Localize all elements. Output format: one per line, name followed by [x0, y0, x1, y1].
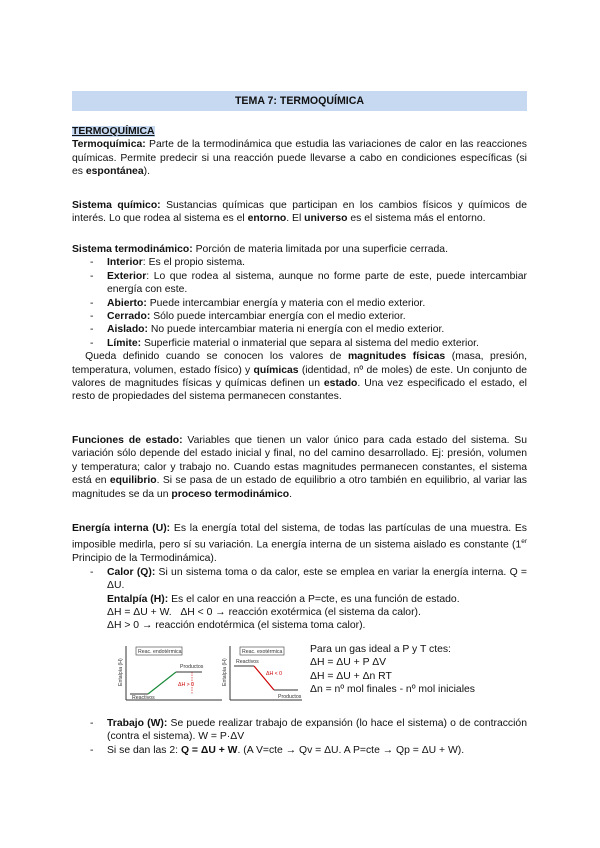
magnitudes-fisicas-term: magnitudes físicas [347, 351, 446, 363]
item-text: Sólo puede intercambiar energía con el medio exterior. [150, 311, 406, 323]
item-term: Aislado: [107, 324, 148, 336]
item-term: Interior [107, 257, 143, 269]
funciones-text3: . [289, 488, 293, 500]
list-item [72, 337, 527, 350]
list-item-trabajo [72, 717, 527, 744]
sistema-quimico-term: Sistema químico: [72, 200, 161, 211]
first-law-formula: Q = ΔU + W [180, 744, 238, 756]
funciones-text: Variables que tienen un valor único para cada estado del sistema. Su variación sólo depende del estado inicial y final, no del camino desarrollado. Ej: presión, volumen y temperatura; calor y trabajo no. Cuando estas magnitudes permanecen constantes, el sistema está en [72, 435, 528, 487]
exotermica-line: ΔH = ΔU + W. ΔH < 0 → reacción exotérmica (el sistema da calor). [107, 606, 421, 618]
entalpia-term: Entalpía (H): [107, 593, 169, 605]
proceso-termodinamico-term: proceso termodinámico [171, 488, 290, 500]
trabajo-text: Se puede realizar trabajo de expansión (lo hace el sistema) o de contracción (contra el sistema). W = P·ΔV [107, 718, 527, 743]
y-axis-label: Entalpía (H) [222, 658, 228, 686]
summary-text2: . (A V=cte → Qv = ΔU. A P=cte → Qp = ΔU + W). [237, 744, 465, 756]
quimicas-term: químicas [253, 364, 299, 376]
item-term: Abierto: [107, 297, 147, 309]
productos-label: Productos [180, 664, 204, 670]
sistema-termo-text: Porción de materia limitada por una superficie cerrada. [192, 244, 448, 255]
sistema-quimico-text2: . El [286, 213, 305, 225]
termoquimica-text: Parte de la termodinámica que estudia las variaciones de calor en las reacciones químicas. Permite predecir si una reacción puede llevarse a cabo en condiciones específicas (si es [72, 139, 527, 178]
para-text: Queda definido cuando se conocen los valores de [72, 351, 348, 363]
list-item-summary [72, 744, 527, 757]
page-title: TEMA 7: TERMOQUÍMICA [72, 91, 527, 111]
calor-text: Si un sistema toma o da calor, este se emplea en variar la energía interna. Q = ΔU. [107, 566, 527, 592]
termoquimica-section [72, 125, 527, 179]
sistema-quimico-text3: es el sistema más el entorno. [347, 213, 486, 225]
item-term: Límite: [107, 337, 142, 349]
section-heading: TERMOQUÍMICA [72, 126, 155, 137]
energia-interna-section [72, 522, 527, 633]
sistema-quimico-text: Sustancias químicas que participan en los cambios físicos y químicos de interés. Lo que rodea al sistema es el [72, 200, 527, 225]
gas-line: ΔH = ΔU + Δn RT [310, 670, 392, 682]
espontanea-term: espontánea [85, 166, 144, 178]
termoquimica-end: ). [143, 166, 150, 178]
item-text: Puede intercambiar energía y materia con el medio exterior. [146, 297, 426, 309]
energia-text: Es la energía total del sistema, de todas las partículas de una muestra. Es imposible medirla, pero sí su variación. La energía interna de un sistema aislado es constante (1 [72, 523, 527, 551]
universo-term: universo [304, 213, 348, 225]
list-item [72, 323, 527, 336]
legend-label: Reac. exotérmica [242, 649, 283, 655]
sistema-termo-section [72, 243, 530, 404]
delta-label: ΔH > 0 [178, 682, 195, 688]
item-text: Superficie material o inmaterial que separa al sistema del medio exterior. [141, 337, 479, 349]
sistema-quimico-section [72, 199, 527, 226]
item-text: No puede intercambiar materia ni energía con el medio exterior. [148, 324, 445, 336]
para-text: . Una vez especificado el estado, el resto de propiedades del sistema permanecen constantes. [72, 378, 530, 403]
termoquimica-term: Termoquímica: [72, 139, 146, 151]
list-item [72, 297, 527, 310]
entalpia-text: Es el calor en una reacción a P=cte, es una función de estado. [168, 593, 460, 605]
reaction-path [148, 672, 176, 694]
equilibrio-term: equilibrio [109, 475, 157, 487]
para-text: (identidad, nº de moles) de este. Un conjunto de valores de magnitudes físicas y químicas definen un [72, 364, 530, 390]
item-term: Cerrado: [107, 311, 151, 323]
productos-label: Productos [278, 694, 302, 700]
reactivos-label: Reactivos [236, 659, 259, 665]
reaction-path [254, 666, 274, 690]
energia-text2: Principio de la Termodinámica). [72, 553, 217, 565]
item-term: Exterior [107, 270, 147, 282]
delta-label: ΔH < 0 [266, 671, 283, 677]
gas-line: Δn = nº mol finales - nº mol iniciales [310, 684, 475, 696]
reactivos-label: Reactivos [132, 695, 155, 701]
legend-label: Reac. endotérmica [138, 649, 182, 655]
sistema-termo-term: Sistema termodinámico: [72, 244, 193, 255]
gas-line: Para un gas ideal a P y T ctes: [310, 644, 451, 655]
endotermica-line: ΔH > 0 → reacción endotérmica (el sistema toma calor). [107, 620, 366, 632]
list-item [72, 270, 527, 297]
exothermic-diagram [194, 644, 304, 706]
gas-line: ΔH = ΔU + P ΔV [310, 657, 387, 669]
funciones-text2: . Si se pasa de un estado de equilibrio a otro también en equilibrio, al variar las magnitudes se da un [72, 475, 527, 500]
trabajo-term: Trabajo (W): [107, 718, 168, 729]
funciones-term: Funciones de estado: [72, 435, 183, 446]
gas-ideal-notes [310, 643, 530, 697]
para-text: (masa, presión, temperatura, volumen, estado físico) y [72, 351, 530, 376]
energia-term: Energía interna (U): [72, 523, 171, 534]
estado-paragraph [72, 350, 530, 404]
list-item [72, 310, 527, 323]
list-item-calor [72, 566, 527, 633]
funciones-estado-section [72, 434, 527, 501]
list-item [72, 256, 527, 269]
superscript: er [521, 538, 527, 546]
estado-term: estado [323, 378, 358, 390]
trabajo-section [72, 717, 527, 757]
y-axis-label: Entalpía (H) [118, 658, 124, 686]
item-text: : Es el propio sistema. [142, 257, 246, 269]
summary-text: Si se dan las 2: [107, 744, 181, 756]
entorno-term: entorno [247, 213, 287, 225]
calor-term: Calor (Q): [107, 566, 156, 578]
item-text: : Lo que rodea al sistema, aunque no forme parte de este, puede intercambiar energía con este. [107, 270, 527, 296]
